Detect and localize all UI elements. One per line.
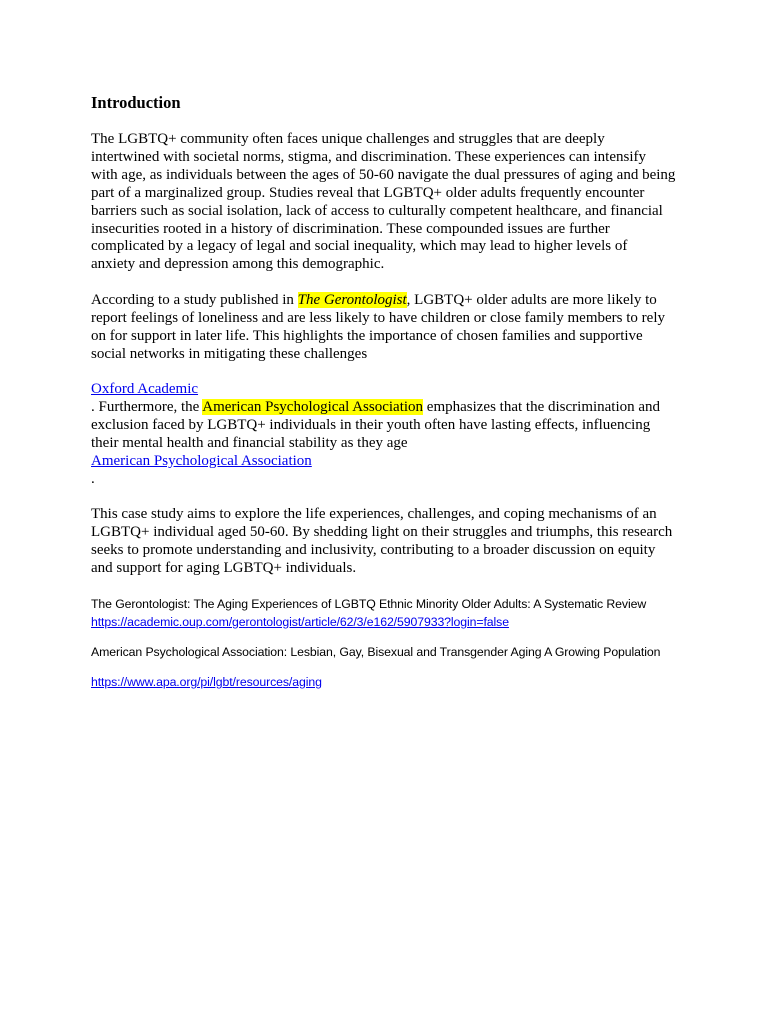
paragraph-apa xyxy=(91,381,691,488)
text-line: This case study aims to explore the life experiences, challenges, and coping mechanisms of an xyxy=(91,506,657,522)
text-line: intertwined with societal norms, stigma, and discrimination. These experiences can intensify xyxy=(91,148,646,165)
reference-url[interactable]: https://academic.oup.com/gerontologist/article/62/3/e162/5907933?login=false xyxy=(91,615,509,629)
text-line: part of a marginalized group. Studies reveal that LGBTQ+ older adults frequently encounter xyxy=(91,184,645,201)
reference-title: The Gerontologist: The Aging Experiences of LGBTQ Ethnic Minority Older Adults: A Systematic Review xyxy=(91,597,647,611)
reference-url[interactable]: https://www.apa.org/pi/lgbt/resources/aging xyxy=(91,675,322,689)
text-line: seeks to promote understanding and inclusivity, contributing to a broader discussion on equity xyxy=(91,541,656,558)
text-line: on for support in later life. This highlights the importance of chosen families and supportive xyxy=(91,327,643,344)
text-line: The LGBTQ+ community often faces unique challenges and struggles that are deeply xyxy=(91,131,605,147)
text-line: report feelings of loneliness and are less likely to have children or close family members to rely xyxy=(91,309,665,326)
text: According to a study published in xyxy=(91,292,298,308)
text-line: their mental health and financial stability as they age xyxy=(91,434,408,451)
text-line: LGBTQ+ individual aged 50-60. By shedding light on their struggles and triumphs, this research xyxy=(91,523,673,540)
reference-gerontologist xyxy=(91,595,646,631)
text-line: and support for aging LGBTQ+ individuals. xyxy=(91,559,357,576)
text-line: with age, as individuals between the ages of 50-60 navigate the dual pressures of aging and being xyxy=(91,166,676,183)
paragraph-study xyxy=(91,292,691,364)
section-heading: Introduction xyxy=(91,93,181,112)
text-line: anxiety and depression among this demographic. xyxy=(91,256,385,273)
reference-apa-url xyxy=(91,673,322,691)
highlighted-journal: The Gerontologist xyxy=(297,292,407,308)
paragraph-case-study xyxy=(91,506,691,578)
text-line: exclusion faced by LGBTQ+ individuals in their youth often have lasting effects, influencing xyxy=(91,416,651,433)
apa-link[interactable]: American Psychological Association xyxy=(91,452,312,469)
text: . Furthermore, the xyxy=(91,398,203,415)
paragraph-intro xyxy=(91,131,691,274)
highlighted-organization: American Psychological Association xyxy=(202,398,424,415)
text-line: social networks in mitigating these challenges xyxy=(91,345,368,362)
text: , LGBTQ+ older adults are more likely to xyxy=(406,292,657,308)
oxford-academic-link[interactable]: Oxford Academic xyxy=(91,381,199,397)
text: emphasizes that the discrimination and xyxy=(423,398,661,415)
reference-title: American Psychological Association: Lesbian, Gay, Bisexual and Transgender Aging A Growing Population xyxy=(91,645,661,659)
text-line: complicated by a legacy of legal and social inequality, which may lead to higher levels of xyxy=(91,238,628,255)
reference-apa xyxy=(91,643,660,661)
period: . xyxy=(91,470,95,487)
text-line: insecurities rooted in a history of discrimination. These compounded issues are further xyxy=(91,220,610,237)
text-line: barriers such as social isolation, lack of access to culturally competent healthcare, and financial xyxy=(91,202,663,219)
